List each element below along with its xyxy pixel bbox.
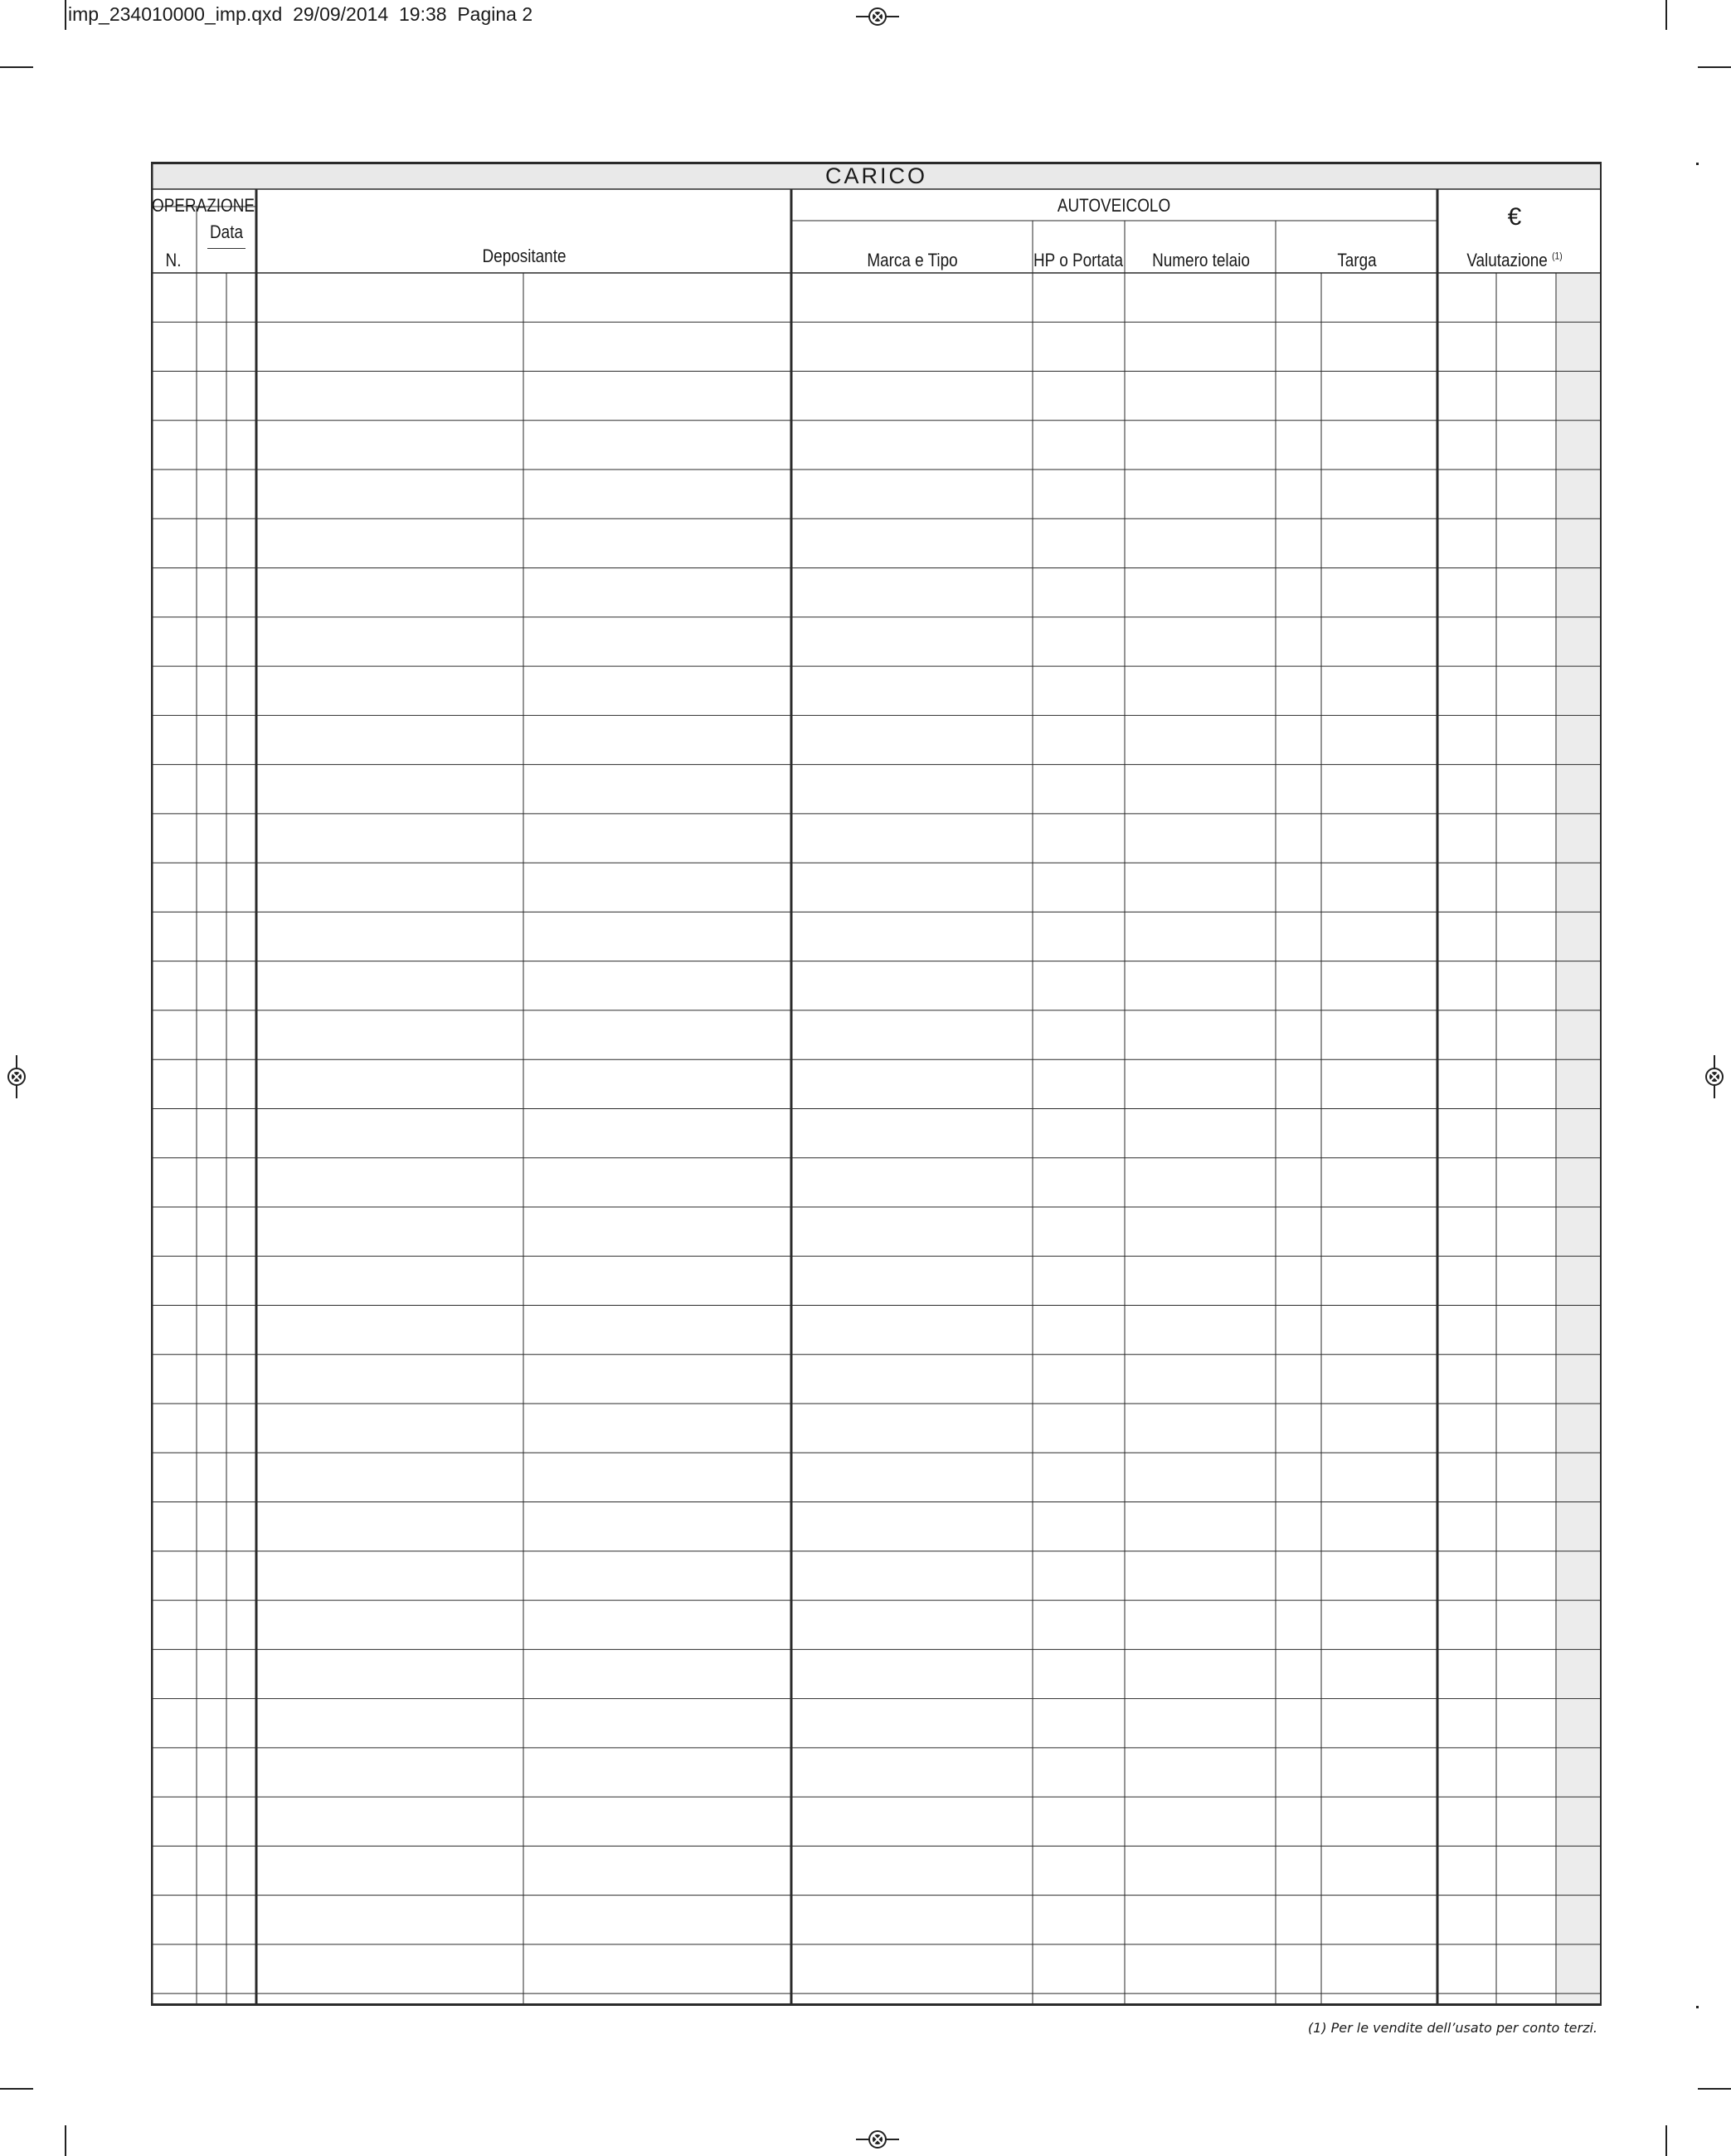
crop-mark [0, 66, 33, 68]
header-autoveicolo: AUTOVEICOLO [1057, 195, 1171, 216]
carico-register-form [151, 162, 1602, 2006]
slug-date: 29/09/2014 [293, 3, 389, 25]
header-valutazione [1466, 250, 1562, 271]
crop-mark [65, 2125, 66, 2156]
header-marca-tipo: Marca e Tipo [867, 250, 958, 270]
crop-mark [1665, 2125, 1667, 2156]
register-grid [151, 162, 1602, 2006]
slug-page: Pagina 2 [457, 3, 533, 25]
header-operazione: OPERAZIONE [151, 195, 255, 216]
crop-mark [0, 2088, 33, 2090]
header-hp-portata: HP o Portata [1033, 250, 1123, 270]
form-title: CARICO [824, 163, 927, 188]
euro-icon: € [1507, 203, 1522, 231]
header-data-underline [207, 248, 246, 249]
crop-mark [1665, 0, 1667, 30]
header-numero-telaio: Numero telaio [1152, 250, 1250, 270]
edge-dot [1696, 2006, 1699, 2008]
registration-mark-icon [5, 1055, 28, 1098]
printer-slug [68, 3, 532, 26]
valutazione-note: (1) [1552, 250, 1563, 262]
crop-mark [1698, 66, 1731, 68]
header-data: Data [210, 221, 243, 242]
crop-mark [65, 0, 66, 30]
edge-dot [1696, 163, 1699, 165]
slug-file: imp_234010000_imp.qxd [68, 3, 283, 25]
registration-mark-icon [856, 5, 899, 28]
slug-time: 19:38 [399, 3, 447, 25]
header-targa: Targa [1337, 250, 1377, 270]
crop-mark [1698, 2088, 1731, 2090]
registration-mark-icon [1703, 1055, 1726, 1098]
header-numero: N. [165, 250, 182, 270]
shaded-column [1556, 273, 1602, 2006]
registration-mark-icon [856, 2128, 899, 2151]
valutazione-label: Valutazione [1466, 250, 1548, 270]
header-depositante: Depositante [482, 246, 566, 266]
footnote: (1) Per le vendite dell’usato per conto terzi. [1307, 2020, 1597, 2036]
